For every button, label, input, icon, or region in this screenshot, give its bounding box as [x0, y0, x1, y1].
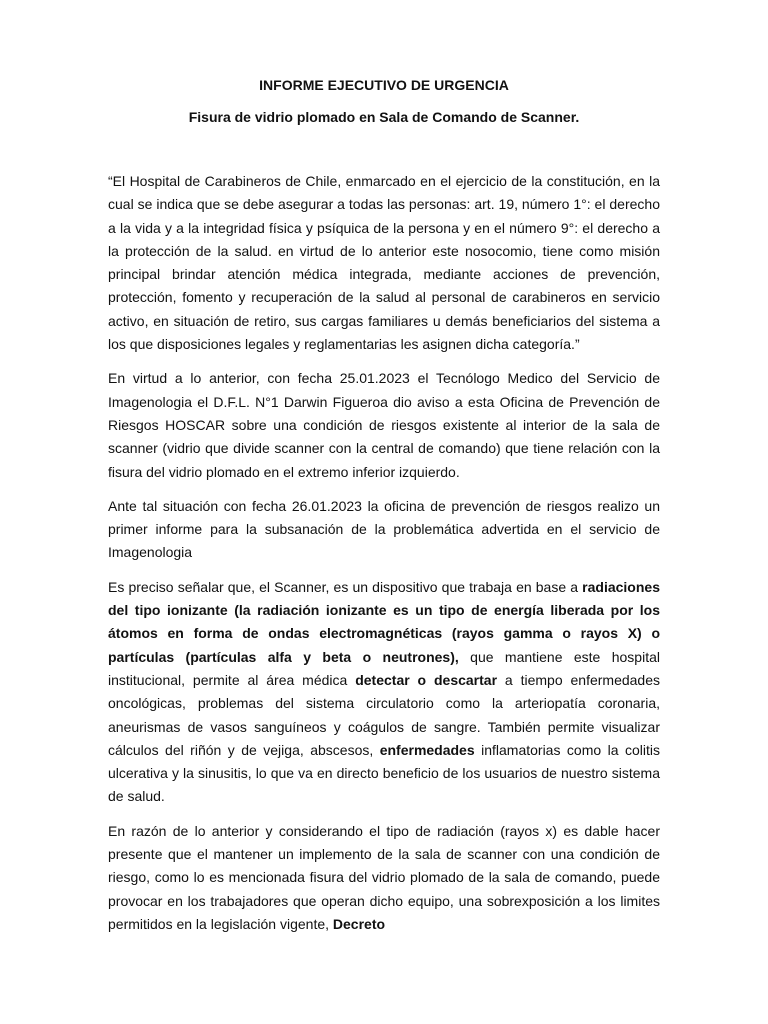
bold-text-detect: detectar o descartar: [355, 671, 498, 688]
text-span: inflamatorias como la colitis ulcerativa y la sinusitis, lo que va en directo beneficio de los usuarios de nuestro sistema de salud.: [108, 741, 660, 805]
text-span: Es preciso señalar que, el Scanner, es un dispositivo que trabaja en base a: [108, 578, 583, 595]
paragraph-incident-report: En virtud a lo anterior, con fecha 25.01.2023 el Tecnólogo Medico del Servicio de Imagenologia el D.F.L. N°1 Darwin Figueroa dio aviso a esta Oficina de Prevención de Riesgos HOSCAR sobre una condición de riesgos existente al interior de la sala de scanner (vidrio que divide scanner con la central de comando) que tiene relación con la fisura del vidrio plomado en el extremo inferior izquierdo.: [108, 370, 660, 480]
text-span: a tiempo enfermedades oncológicas, problemas del sistema circulatorio como la arteriopatía coronaria, aneurismas de vasos sanguíneos y coágulos de sangre. También permite visualizar cálculos del riñón y de vejiga, abscesos,: [108, 671, 661, 758]
document-body: [108, 170, 660, 947]
paragraph-scanner-description: [108, 576, 660, 809]
bold-text-decree: Decreto: [332, 915, 386, 932]
document-subtitle: Fisura de vidrio plomado en Sala de Comando de Scanner.: [188, 109, 580, 125]
text-span: que mantiene este hospital institucional, permite al área médica: [108, 648, 660, 688]
text-span: En razón de lo anterior y considerando el tipo de radiación (rayos x) es dable hacer presente que el mantener un implemento de la sala de scanner con una condición de riesgo, como lo es mencionada fisura del vidrio plomado de la sala de comando, puede provocar en los trabajadores que operan dicho equipo, una sobrexposición a los limites permitidos en la legislación vigente,: [108, 822, 660, 932]
bold-text-radiation: radiaciones del tipo ionizante (la radiación ionizante es un tipo de energía liberada por los átomos en forma de ondas electromagnéticas (rayos gamma o rayos X) o partículas (partículas alfa y beta o neutrones),: [108, 578, 660, 665]
paragraph-mission-quote: “El Hospital de Carabineros de Chile, enmarcado en el ejercicio de la constitución, en la cual se indica que se debe asegurar a todas las personas: art. 19, número 1°: el derecho a la vida y a la integridad física y psíquica de la persona y en el número 9°: el derecho a la protección de la salud. en virtud de lo anterior este nosocomio, tiene como misión principal brindar atención médica integrada, mediante acciones de prevención, protección, fomento y recuperación de la salud al personal de carabineros en servicio activo, en situación de retiro, sus cargas familiares u demás beneficiarios del sistema a los que disposiciones legales y reglamentarias les asignen dicha categoría.”: [108, 173, 660, 353]
paragraph-risk-conclusion: [108, 820, 660, 936]
paragraph-first-report: Ante tal situación con fecha 26.01.2023 la oficina de prevención de riesgos realizo un primer informe para la subsanación de la problemática advertida en el servicio de Imagenologia: [108, 497, 660, 561]
bold-text-diseases: enfermedades: [379, 741, 475, 758]
document-title: INFORME EJECUTIVO DE URGENCIA: [259, 77, 509, 93]
